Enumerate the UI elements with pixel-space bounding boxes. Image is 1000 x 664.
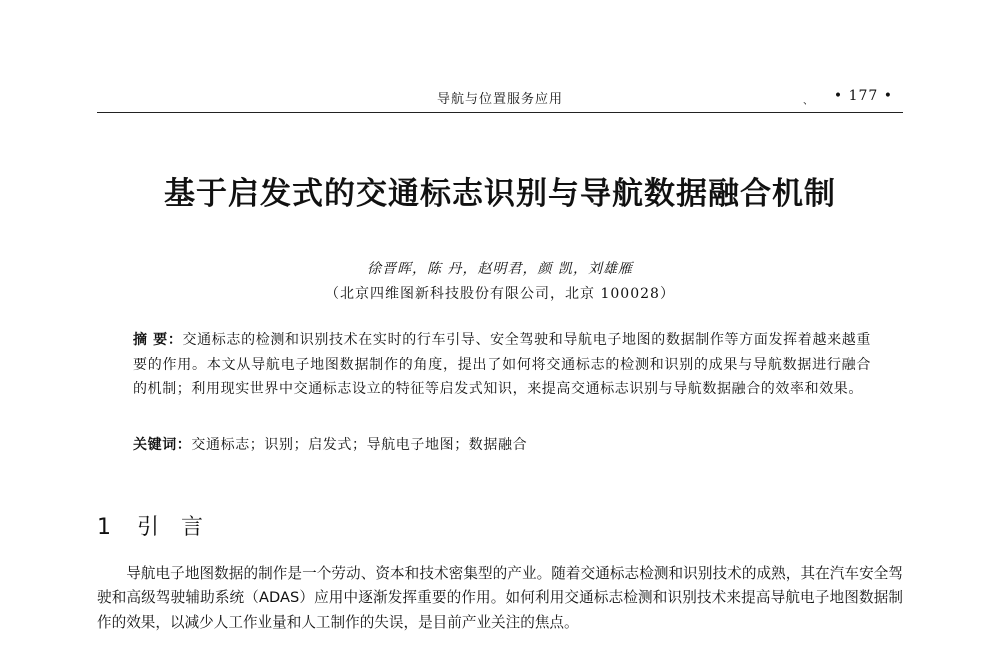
abstract: [133, 328, 871, 402]
abstract-text: 交通标志的检测和识别技术在实时的行车引导、安全驾驶和导航电子地图的数据制作等方面发挥着越来越重要的作用。本文从导航电子地图数据制作的角度，提出了如何将交通标志的检测和识别的成果与导航数据进行融合的机制；利用现实世界中交通标志设立的特征等启发式知识，来提高交通标志识别与导航数据融合的效率和效果。: [133, 332, 871, 397]
section-title-char-1: 引: [137, 515, 162, 540]
page-number: • 177 •: [833, 88, 893, 104]
paper-title: 基于启发式的交通标志识别与导航数据融合机制: [164, 176, 836, 212]
keywords-text: 交通标志；识别；启发式；导航电子地图；数据融合: [191, 437, 528, 453]
section-number: 1: [97, 515, 113, 540]
running-header: [97, 86, 903, 113]
body-paragraph: 导航电子地图数据的制作是一个劳动、资本和技术密集型的产业。随着交通标志检测和识别技术的成熟，其在汽车安全驾驶和高级驾驶辅助系统（ADAS）应用中逐渐发挥重要的作用。如何利用交通标志检测和识别技术来提高导航电子地图数据制作的效果，以减少人工作业量和人工制作的失误，是目前产业关注的焦点。: [97, 565, 903, 631]
author-list: 徐晋晖，陈 丹，赵明君，颜 凯，刘雄雁: [367, 261, 633, 277]
keywords-label: 关键词：: [133, 437, 192, 453]
section-heading: [97, 510, 205, 541]
abstract-label: 摘 要：: [133, 332, 183, 348]
header-mark: 、: [803, 96, 813, 107]
section-title-char-2: 言: [181, 515, 206, 540]
affiliation: （北京四维图新科技股份有限公司，北京 100028）: [325, 286, 675, 302]
running-title: 导航与位置服务应用: [436, 92, 563, 107]
keywords: [133, 434, 871, 454]
